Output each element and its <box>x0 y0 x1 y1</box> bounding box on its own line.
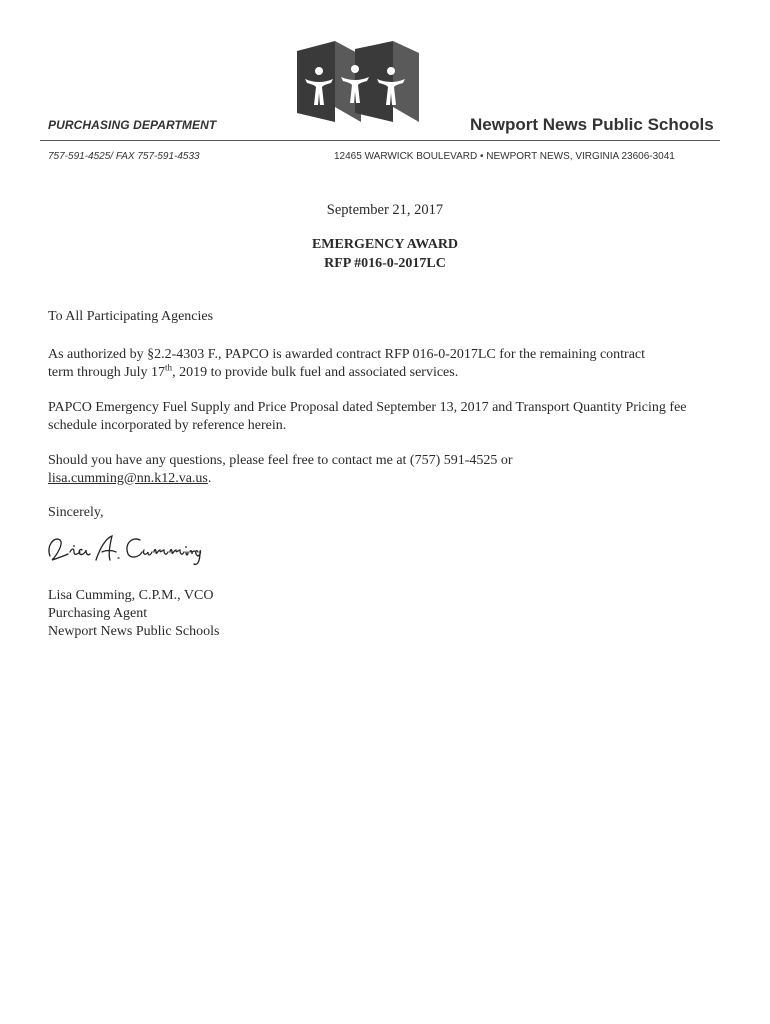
paragraph-award-text: As authorized by §2.2-4303 F., PAPCO is awarded contract RFP 016-0-2017LC for the remaining contract term through July 17 <box>48 347 646 380</box>
department-name: PURCHASING DEPARTMENT <box>48 118 217 132</box>
signature-image <box>44 530 214 568</box>
organization-name: Newport News Public Schools <box>470 115 714 134</box>
address: 12465 WARWICK BOULEVARD • NEWPORT NEWS, VIRGINIA 23606-3041 <box>334 151 675 162</box>
contact-period: . <box>207 471 212 486</box>
signer-name: Lisa Cumming, C.P.M., VCO <box>48 588 214 603</box>
salutation: To All Participating Agencies <box>48 309 214 324</box>
signer-organization: Newport News Public Schools <box>48 624 220 639</box>
nnps-logo-icon <box>297 41 419 122</box>
closing: Sincerely, <box>48 505 104 520</box>
ordinal-suffix: th <box>165 362 173 373</box>
letterhead-divider <box>40 140 720 141</box>
paragraph-contact <box>48 452 668 488</box>
contact-text: Should you have any questions, please feel free to contact me at (757) 591-4525 or <box>48 453 513 468</box>
email-link[interactable]: lisa.cumming@nn.k12.va.us <box>48 471 208 486</box>
phone-fax: 757-591-4525/ FAX 757-591-4533 <box>48 151 200 162</box>
letter-title: EMERGENCY AWARD <box>311 237 459 252</box>
letter-date: September 21, 2017 <box>326 202 444 218</box>
signer-title: Purchasing Agent <box>48 606 148 621</box>
paragraph-award <box>48 346 668 382</box>
paragraph-proposal: PAPCO Emergency Fuel Supply and Price Proposal dated September 13, 2017 and Transport Quantity Pricing fee schedule incorporated by reference herein. <box>48 400 687 433</box>
paragraph-award-text-end: , 2019 to provide bulk fuel and associated services. <box>172 365 459 380</box>
rfp-number: RFP #016-0-2017LC <box>324 256 446 271</box>
